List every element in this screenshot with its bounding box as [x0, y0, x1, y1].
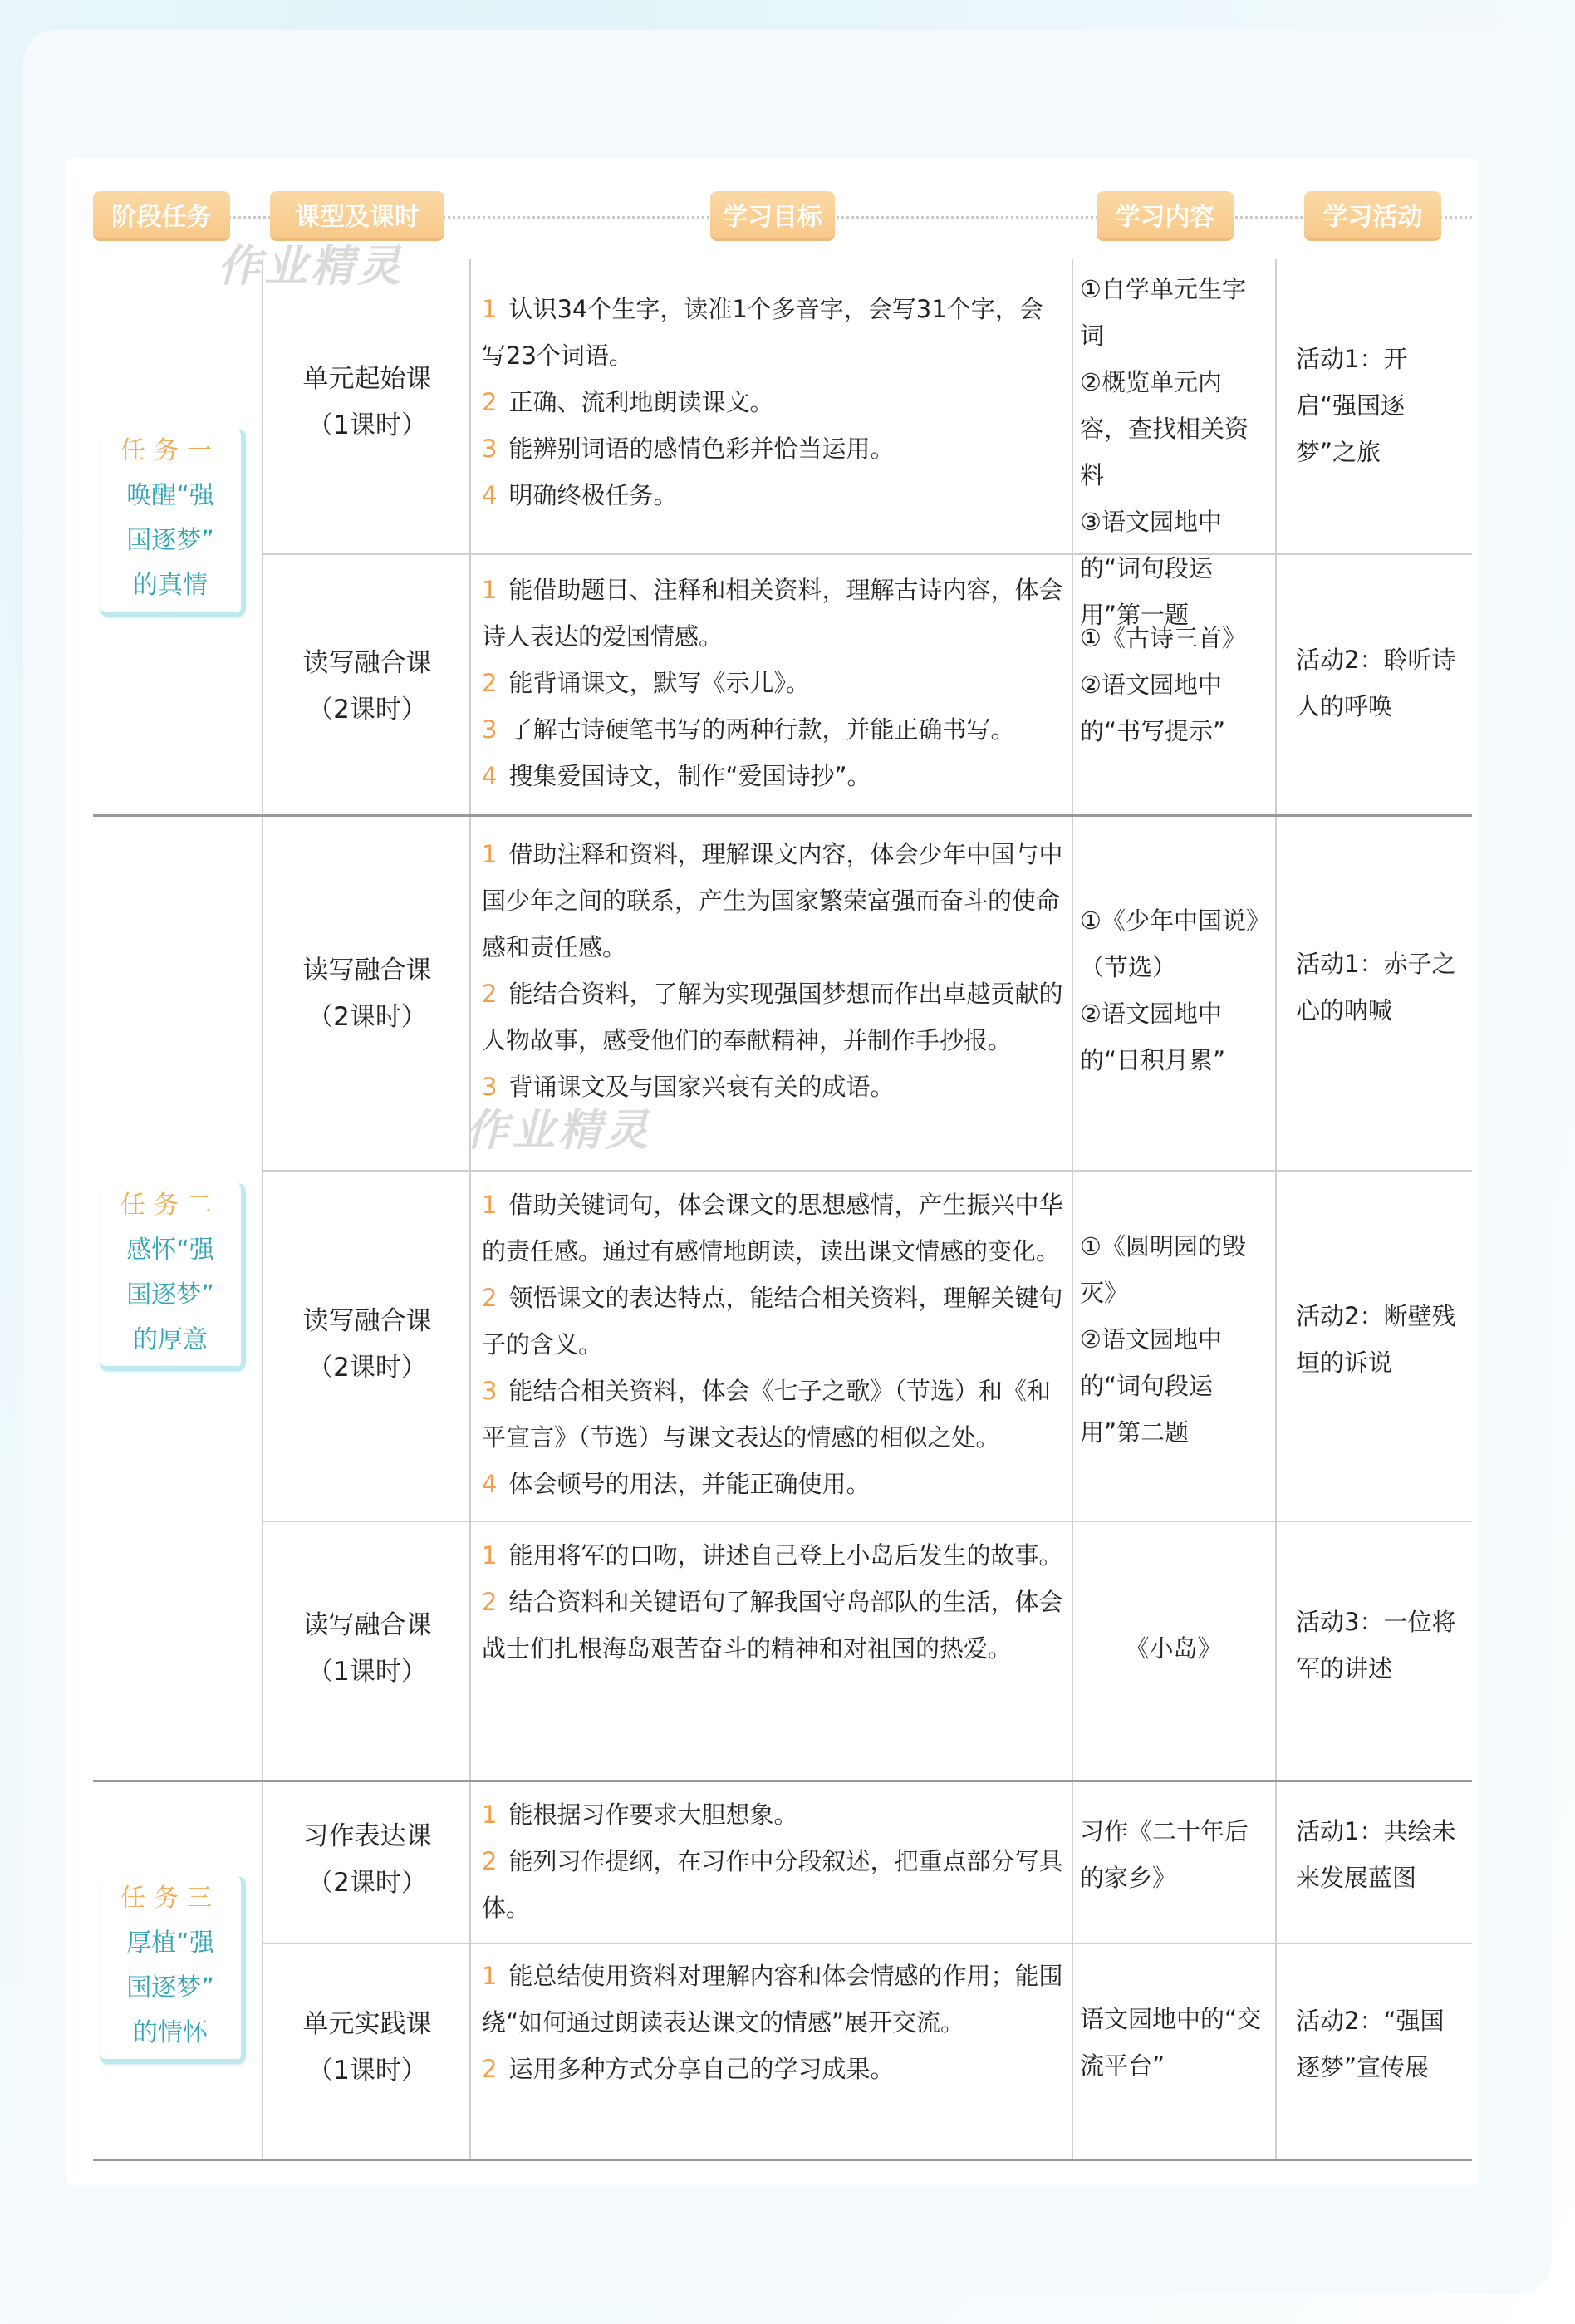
content-item: 《小岛》: [1125, 1634, 1222, 1663]
goal-item: [482, 660, 1063, 706]
goal-item: [482, 1532, 1063, 1579]
goal-number: 2: [482, 2055, 498, 2083]
row-divider: [262, 1170, 1472, 1172]
goal-text: 能背诵课文，默写《示儿》。: [508, 669, 810, 697]
lesson-type: [267, 356, 467, 449]
watermark: 作业精灵: [465, 1106, 652, 1156]
col-divider: [469, 259, 471, 2160]
goal-item: [482, 970, 1063, 1064]
task-line: 国逐梦”: [126, 1280, 214, 1309]
header-learning-goals: 学习目标: [710, 191, 835, 241]
task-divider: [93, 1780, 1472, 1782]
goal-list: [482, 1532, 1063, 1672]
goal-text: 运用多种方式分享自己的学习成果。: [508, 2055, 895, 2083]
goal-number: 4: [482, 762, 498, 790]
goal-item: [482, 1791, 1063, 1838]
goal-list: [482, 1953, 1063, 2092]
lesson-type-name: 习作表达课: [302, 1821, 432, 1851]
content-list: [1080, 1996, 1267, 2089]
goal-text: 能用将军的口吻，讲述自己登上小岛后发生的故事。: [508, 1541, 1063, 1570]
goal-text: 借助注释和资料，理解课文内容，体会少年中国与中国少年之间的联系，产生为国家繁荣富强而奋斗的使命感和责任感。: [482, 840, 1063, 961]
goal-item: [482, 831, 1063, 970]
task-title: 任务一: [120, 436, 220, 465]
goal-number: 1: [482, 295, 498, 323]
goal-text: 明确终极任务。: [508, 481, 678, 509]
table-bottom-line: [93, 2159, 1472, 2161]
goal-number: 2: [482, 1284, 498, 1312]
goal-number: 2: [482, 669, 498, 697]
goal-item: [482, 1953, 1063, 2046]
lesson-type: [267, 1813, 467, 1906]
header-lesson-type: 课型及课时: [270, 191, 444, 241]
goal-number: 1: [482, 576, 498, 604]
row-divider: [262, 1943, 1472, 1944]
goal-item: [482, 1182, 1063, 1275]
lesson-hours: （1课时）: [307, 2056, 427, 2086]
task-card-2: [100, 1183, 246, 1371]
goal-item: [482, 1579, 1063, 1672]
task-line: 唤醒“强: [126, 481, 214, 510]
goal-item: [482, 1064, 1063, 1110]
task-line: 国逐梦”: [126, 1973, 214, 2002]
goal-list: [482, 567, 1063, 799]
lesson-type: [267, 1602, 467, 1695]
activity-text: 活动1：共绘未来发展蓝图: [1296, 1817, 1456, 1892]
goal-text: 体会顿号的用法，并能正确使用。: [508, 1470, 871, 1498]
goal-text: 能根据习作要求大胆想象。: [508, 1801, 798, 1829]
header-learning-activity: 学习活动: [1304, 191, 1441, 241]
activity-text: 活动1：赤子之心的呐喊: [1296, 950, 1456, 1024]
task-line: 感怀“强: [126, 1236, 214, 1265]
lesson-type-name: 单元实践课: [302, 2009, 432, 2039]
goal-item: [482, 706, 1063, 753]
goal-item: [482, 2046, 1063, 2092]
header-learning-content: 学习内容: [1097, 191, 1234, 241]
lesson-type: [267, 2001, 467, 2094]
goal-number: 1: [482, 840, 498, 868]
lesson-hours: （2课时）: [307, 1868, 427, 1898]
goal-number: 3: [482, 1073, 498, 1101]
row-divider: [262, 553, 1472, 555]
goal-number: 1: [482, 1801, 498, 1829]
lesson-type: [267, 640, 467, 733]
task-title: 任务三: [120, 1884, 220, 1913]
lesson-hours: （1课时）: [307, 410, 427, 440]
content-item: ①《圆明园的毁灭》: [1080, 1232, 1246, 1307]
goal-item: [482, 379, 1063, 425]
goal-item: [482, 1275, 1063, 1368]
goal-text: 领悟课文的表达特点，能结合相关资料，理解关键句子的含义。: [482, 1284, 1063, 1359]
header-stage-task: 阶段任务: [93, 191, 230, 241]
goal-number: 3: [482, 1377, 498, 1405]
task-card-3: [100, 1876, 246, 2064]
task-line: 的厚意: [133, 1325, 208, 1354]
goal-number: 2: [482, 980, 498, 1008]
goal-number: 2: [482, 1588, 498, 1616]
task-title: 任务二: [120, 1191, 220, 1220]
task-line: 的情怀: [133, 2018, 208, 2047]
goal-text: 认识34个生字，读准1个多音字，会写31个字，会写23个词语。: [482, 295, 1043, 370]
goal-number: 3: [482, 435, 498, 463]
content-item: 习作《二十年后的家乡》: [1080, 1817, 1249, 1892]
goal-item: [482, 472, 1063, 518]
goal-text: 能结合相关资料，体会《七子之歌》（节选）和《和平宣言》（节选）与课文表达的情感的相似之处。: [482, 1377, 1051, 1452]
lesson-type-name: 读写融合课: [302, 1306, 432, 1336]
task-line: 的真情: [133, 571, 208, 600]
lesson-type-name: 读写融合课: [302, 956, 432, 985]
goal-text: 能总结使用资料对理解内容和体会情感的作用；能围绕“如何通过朗读表达课文的情感”展开交流。: [482, 1962, 1063, 2037]
col-divider: [1275, 259, 1277, 2160]
goal-list: [482, 1182, 1063, 1507]
goal-number: 2: [482, 388, 498, 416]
goal-text: 能借助题目、注释和相关资料，理解古诗内容，体会诗人表达的爱国情感。: [482, 576, 1063, 651]
goal-number: 1: [482, 1191, 498, 1219]
task-card-1: [100, 429, 246, 617]
lesson-type-name: 单元起始课: [302, 364, 432, 394]
lesson-type: [267, 1298, 467, 1391]
row-divider: [262, 1521, 1472, 1522]
goal-text: 搜集爱国诗文，制作“爱国诗抄”。: [508, 762, 871, 790]
goal-number: 3: [482, 715, 498, 744]
task-line: 厚植“强: [126, 1928, 214, 1958]
goal-number: 1: [482, 1962, 498, 1990]
watermark: 作业精灵: [218, 242, 405, 292]
goal-item: [482, 286, 1063, 379]
goal-text: 能列习作提纲，在习作中分段叙述，把重点部分写具体。: [482, 1847, 1063, 1922]
goal-text: 背诵课文及与国家兴衰有关的成语。: [508, 1073, 895, 1101]
goal-number: 4: [482, 481, 498, 509]
goal-text: 能辨别词语的感情色彩并恰当运用。: [508, 435, 895, 463]
goal-number: 2: [482, 1847, 498, 1875]
goal-number: 1: [482, 1541, 498, 1570]
col-divider: [1072, 259, 1073, 2160]
content-list: [1080, 615, 1267, 754]
activity-text: 活动2：断壁残垣的诉说: [1296, 1302, 1456, 1377]
content-item: 语文园地中的“交流平台”: [1080, 2005, 1262, 2080]
task-line: 国逐梦”: [126, 526, 214, 555]
goal-item: [482, 753, 1063, 799]
goal-item: [482, 1461, 1063, 1507]
content-list: [1080, 1223, 1267, 1456]
content-item: ①《古诗三首》: [1080, 624, 1246, 652]
content-item: ②语文园地中的“日积月累”: [1080, 1000, 1226, 1074]
goal-list: [482, 286, 1063, 518]
task-divider: [93, 814, 1472, 817]
content-list: [1080, 266, 1267, 638]
lesson-hours: （1课时）: [307, 1657, 427, 1687]
goal-text: 能结合资料，了解为实现强国梦想而作出卓越贡献的人物故事，感受他们的奉献精神，并制作手抄报。: [482, 980, 1063, 1054]
lesson-type: [267, 947, 467, 1040]
goal-item: [482, 425, 1063, 472]
activity-text: 活动2：“强国逐梦”宣传展: [1296, 2007, 1445, 2081]
lesson-type-name: 读写融合课: [302, 648, 432, 678]
goal-text: 结合资料和关键语句了解我国守岛部队的生活，体会战士们扎根海岛艰苦奋斗的精神和对祖国的热爱。: [482, 1588, 1063, 1663]
content-item: ①《少年中国说》（节选）: [1080, 907, 1259, 981]
content-item: ②语文园地中的“词句段运用”第二题: [1080, 1325, 1222, 1447]
content-list: [1080, 1625, 1267, 1672]
goal-text: 了解古诗硬笔书写的两种行款，并能正确书写。: [508, 715, 1015, 744]
activity-text: 活动2：聆听诗人的呼唤: [1296, 646, 1456, 720]
lesson-hours: （2课时）: [307, 1353, 427, 1383]
lesson-type-name: 读写融合课: [302, 1610, 432, 1640]
activity-text: 活动3：一位将军的讲述: [1296, 1608, 1456, 1683]
goal-item: [482, 1838, 1063, 1931]
goal-item: [482, 567, 1063, 660]
content-list: [1080, 897, 1267, 1083]
col-divider: [262, 259, 263, 2160]
lesson-hours: （2课时）: [307, 695, 427, 725]
lesson-hours: （2课时）: [307, 1002, 427, 1032]
goal-item: [482, 1368, 1063, 1461]
goal-list: [482, 1791, 1063, 1931]
content-item: ②概览单元内容，查找相关资料: [1080, 368, 1249, 489]
goal-list: [482, 831, 1063, 1110]
content-item: ③语文园地中的“词句段运用”第一题: [1080, 508, 1222, 629]
goal-number: 4: [482, 1470, 498, 1498]
content-item: ①自学单元生字词: [1080, 275, 1246, 350]
activity-text: 活动1：开启“强国逐梦”之旅: [1296, 345, 1408, 466]
content-list: [1080, 1808, 1267, 1901]
content-item: ②语文园地中的“书写提示”: [1080, 671, 1226, 745]
goal-text: 正确、流利地朗读课文。: [508, 388, 774, 416]
goal-text: 借助关键词句，体会课文的思想感情，产生振兴中华的责任感。通过有感情地朗读，读出课文情感的变化。: [482, 1191, 1063, 1265]
